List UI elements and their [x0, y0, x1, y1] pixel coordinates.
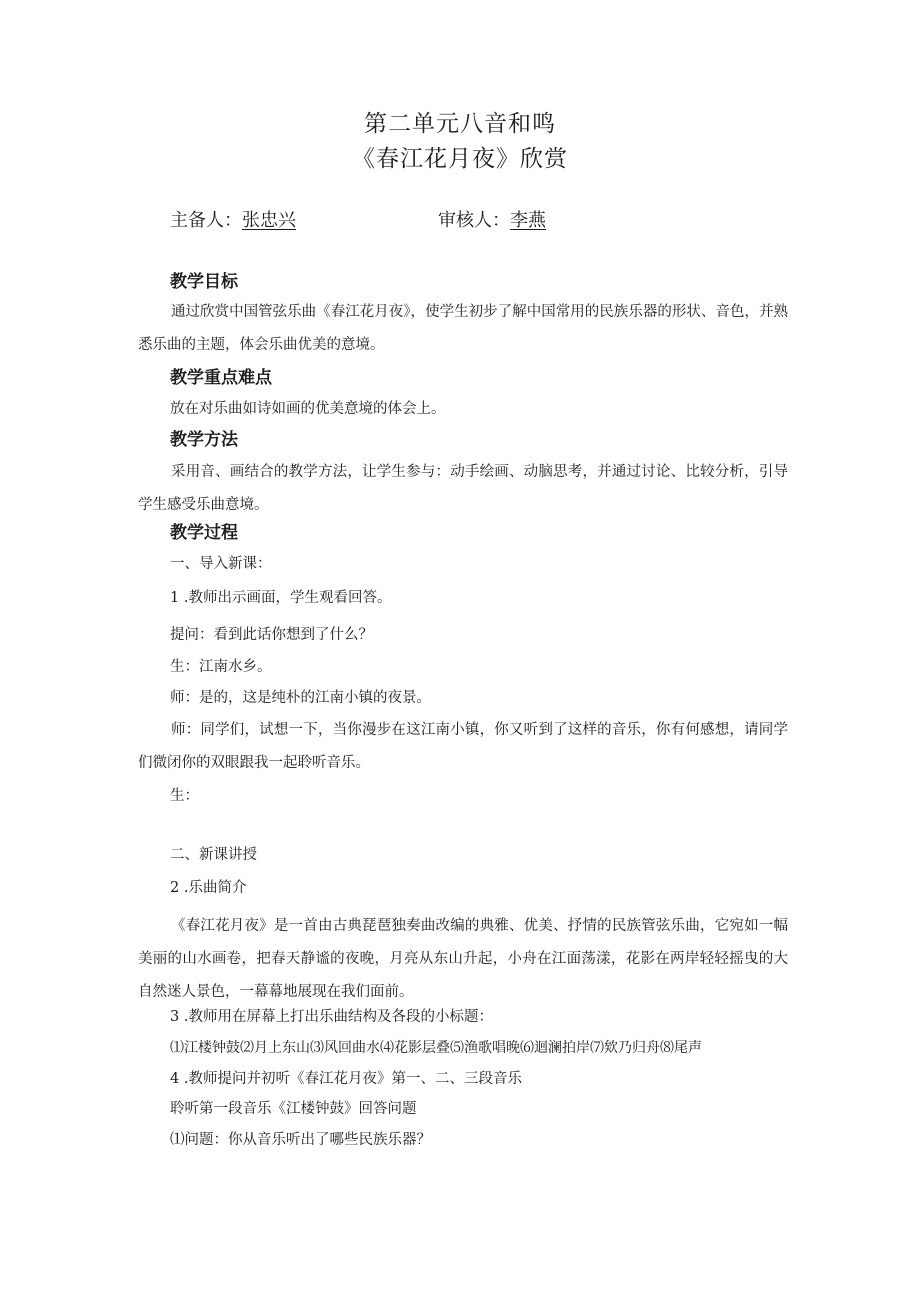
listen-first-section-line: 聆听第一段音乐《江楼钟鼓》回答问题	[170, 1101, 417, 1117]
preparer-line	[170, 208, 296, 234]
teacher-prompt-paragraph: 师：同学们，试想一下，当你漫步在这江南小镇，你又听到了这样的音乐，你有何感想，请同学们微闭你的双眼跟我一起聆听音乐。	[138, 722, 788, 771]
objectives-heading: 教学目标	[170, 272, 238, 292]
new-lesson-section-title: 二、新课讲授	[170, 847, 257, 863]
methods-text: 采用音、画结合的教学方法，让学生参与：动手绘画、动脑思考，并通过讨论、比较分析，引导学生感受乐曲意境。	[138, 464, 788, 513]
intro-section-title: 一、导入新课：	[170, 556, 272, 572]
question-line: 提问：看到此话你想到了什么？	[170, 627, 373, 643]
step-3: 3 .教师用在屏幕上打出乐曲结构及各段的小标题：	[170, 1009, 493, 1025]
question-1-line: ⑴问题：你从音乐听出了哪些民族乐器？	[170, 1132, 431, 1148]
music-structure-line: ⑴江楼钟鼓⑵月上东山⑶风回曲水⑷花影层叠⑸渔歌唱晚⑹迴澜拍岸⑺欸乃归舟⑻尾声	[170, 1040, 702, 1056]
music-intro-paragraph: 《春江花月夜》是一首由古典琵琶独奏曲改编的典雅、优美、抒情的民族管弦乐曲，它宛如一幅美丽的山水画卷，把春天静谧的夜晚，月亮从东山升起，小舟在江面荡漾，花影在两岸轻轻摇曳的大自然迷人景色，一幕幕地展现在我们面前。	[138, 918, 788, 1000]
methods-heading: 教学方法	[170, 430, 238, 450]
preparer-name: 张忠兴	[242, 210, 296, 231]
step-2: 2 .乐曲简介	[170, 880, 247, 896]
step-4: 4 .教师提问并初听《春江花月夜》第一、二、三段音乐	[170, 1071, 522, 1087]
lesson-title: 《春江花月夜》欣赏	[352, 146, 568, 172]
process-heading: 教学过程	[170, 523, 238, 543]
reviewer-label: 审核人：	[438, 210, 510, 231]
unit-title: 第二单元八音和鸣	[364, 111, 556, 137]
key-points-text: 放在对乐曲如诗如画的优美意境的体会上。	[170, 401, 446, 417]
student-blank-line: 生：	[170, 788, 199, 804]
teacher-reply-line: 师：是的，这是纯朴的江南小镇的夜景。	[170, 690, 431, 706]
preparer-label: 主备人：	[170, 210, 242, 231]
key-points-heading: 教学重点难点	[170, 368, 272, 388]
reviewer-name: 李燕	[510, 210, 546, 231]
step-1: 1 .教师出示画面，学生观看回答。	[170, 590, 392, 606]
student-answer-line: 生：江南水乡。	[170, 659, 272, 675]
reviewer-line	[438, 208, 546, 234]
objectives-text: 通过欣赏中国管弦乐曲《春江花月夜》，使学生初步了解中国常用的民族乐器的形状、音色，并熟悉乐曲的主题，体会乐曲优美的意境。	[138, 304, 788, 353]
